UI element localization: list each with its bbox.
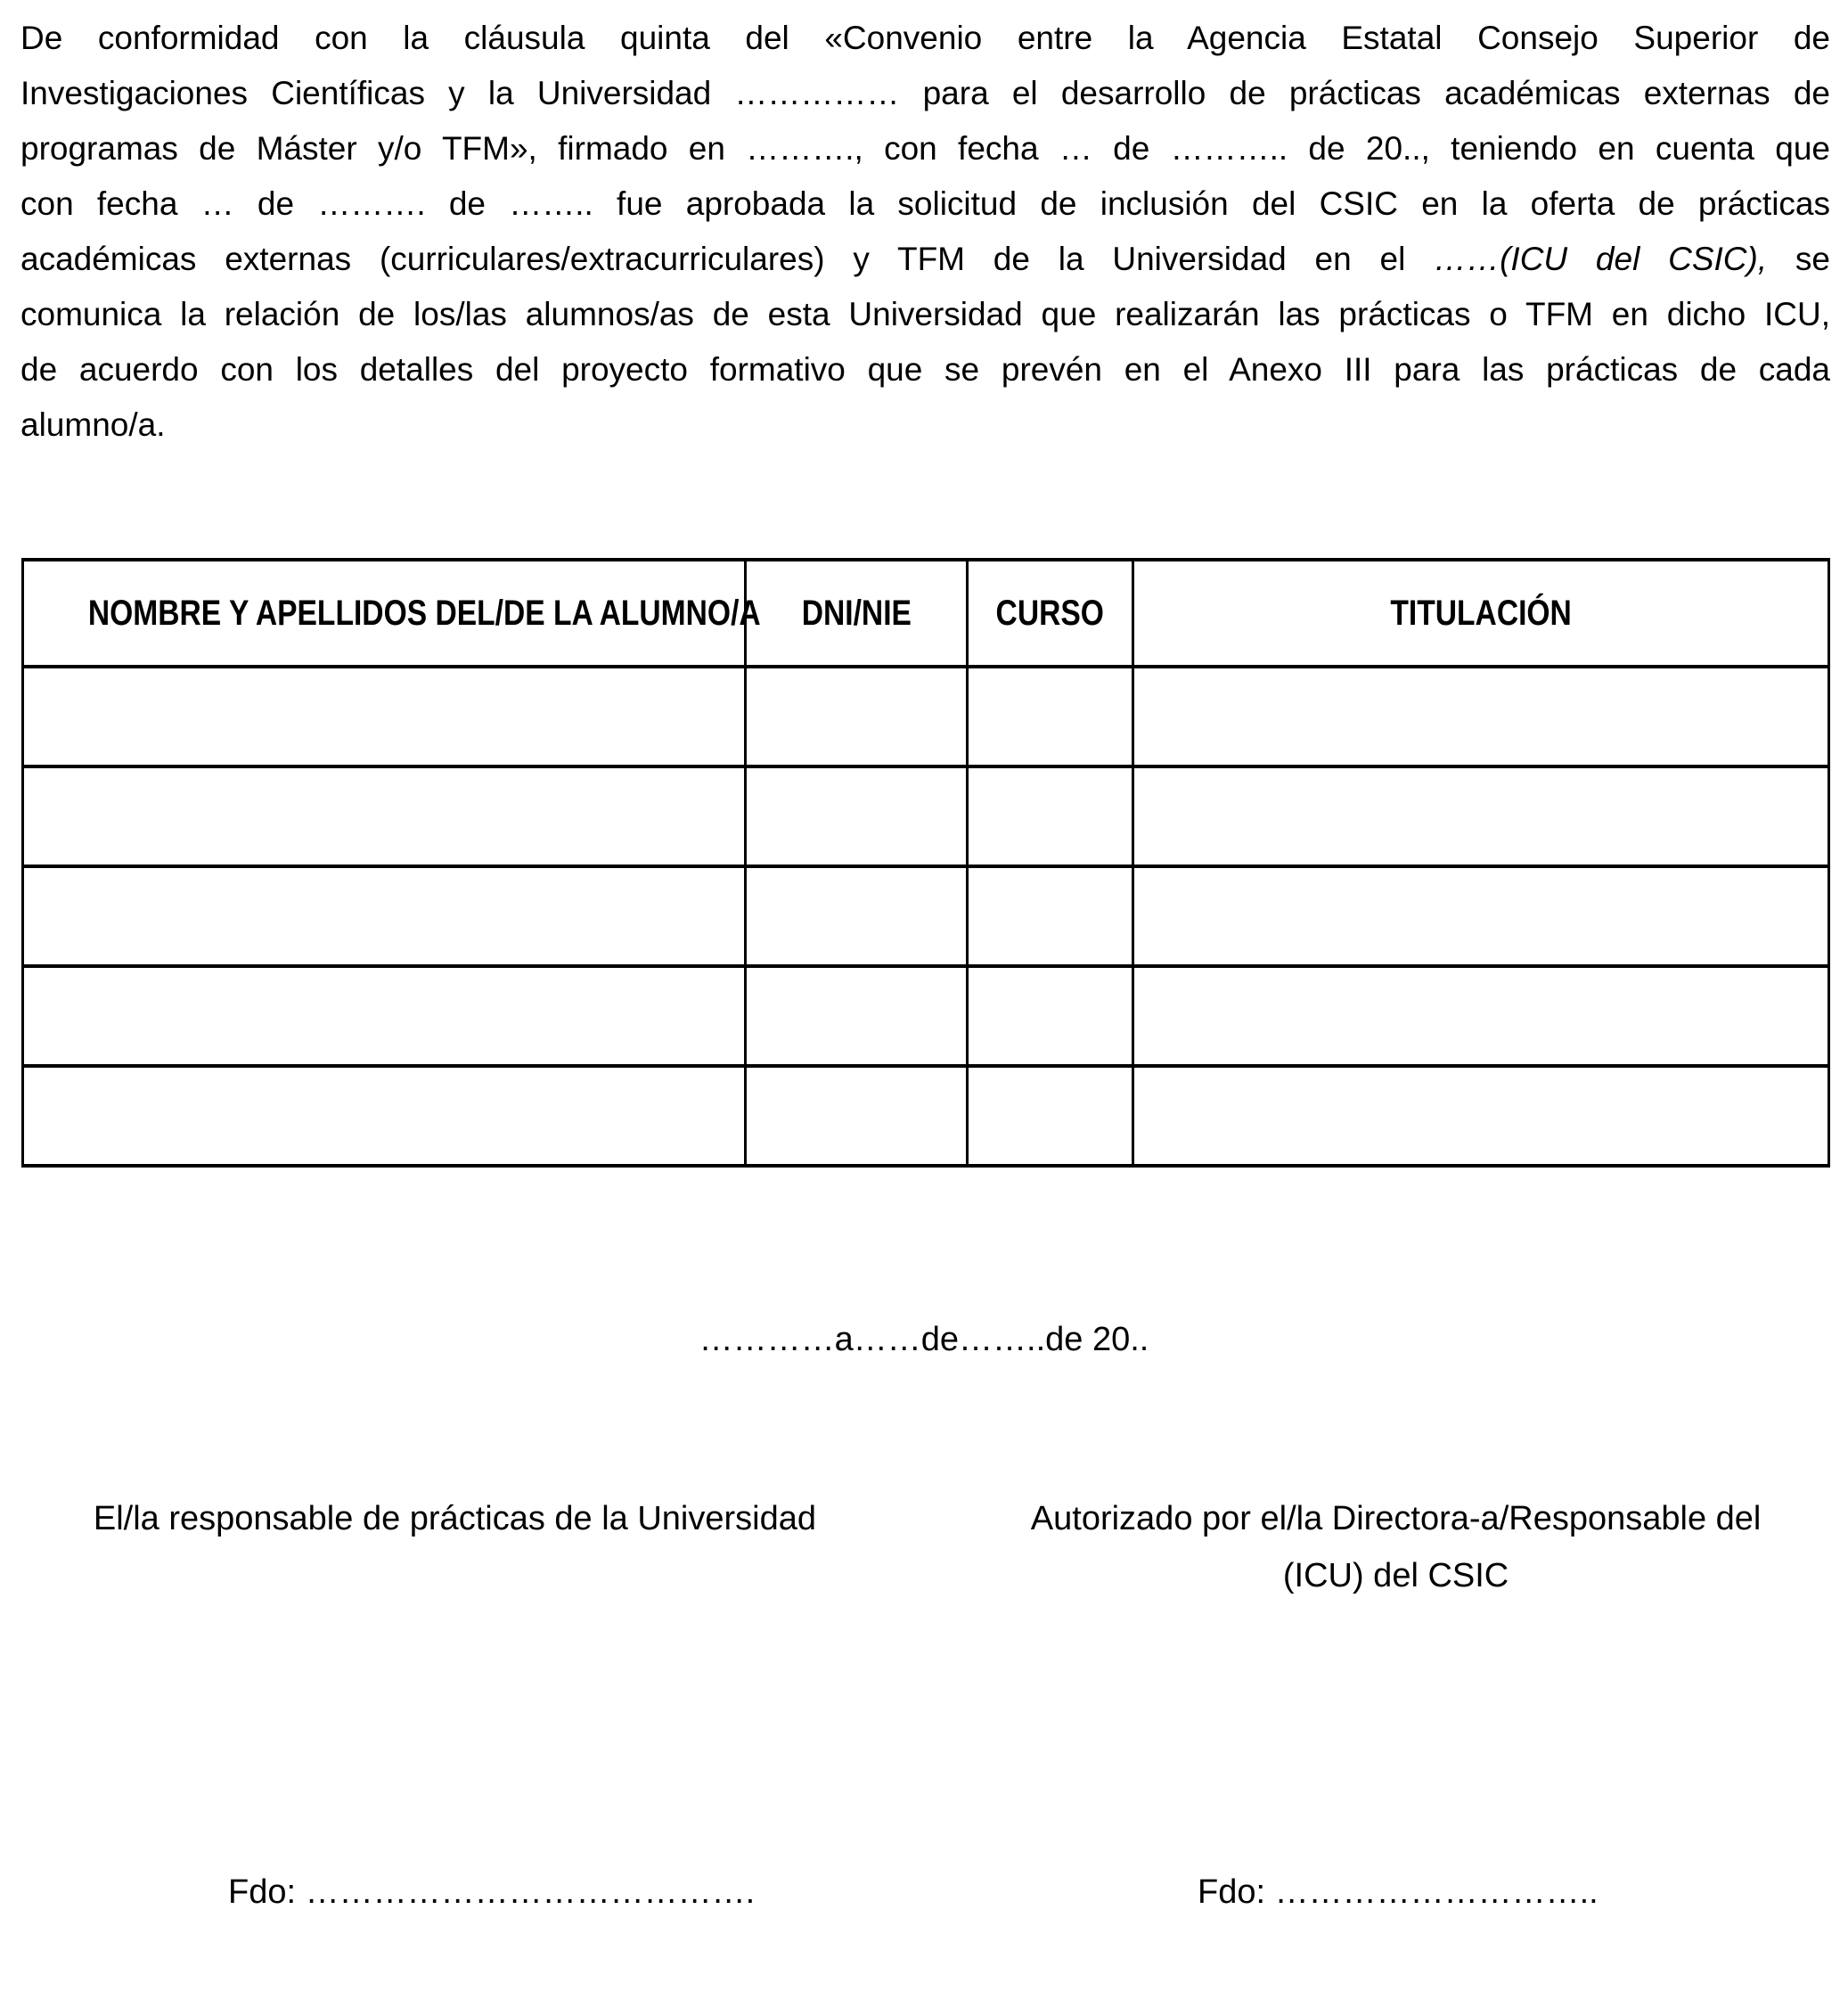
table-cell-nombre[interactable] [23, 1066, 746, 1166]
paragraph-line-segment: académicas externas (curriculares/extracurriculares) y TFM de la Universidad en el [20, 241, 1435, 277]
header-curso [967, 560, 1133, 667]
table-cell-titulacion[interactable] [1133, 766, 1829, 866]
table-cell-curso[interactable] [967, 766, 1133, 866]
table-cell-nombre[interactable] [23, 866, 746, 966]
table-cell-nombre[interactable] [23, 966, 746, 1066]
paragraph-line: de acuerdo con los detalles del proyecto formativo que se prevén en el Anexo III para las prácticas de cada [20, 351, 1830, 388]
header-nombre-apellidos [23, 560, 761, 667]
table-header-row [23, 560, 1829, 667]
table-cell-dni[interactable] [746, 1066, 968, 1166]
icu-italic-segment: ……(ICU del CSIC), [1434, 241, 1768, 277]
signature-right-title [961, 1490, 1830, 1604]
table-cell-titulacion[interactable] [1133, 1066, 1829, 1166]
table-cell-nombre[interactable] [23, 766, 746, 866]
date-line: …………a……de……..de 20.. [699, 1321, 1149, 1358]
table-cell-curso[interactable] [967, 1066, 1133, 1166]
table-cell-titulacion[interactable] [1133, 966, 1829, 1066]
table-cell-curso[interactable] [967, 866, 1133, 966]
paragraph-line-segment: se [1767, 241, 1831, 277]
signature-left-title: El/la responsable de prácticas de la Universidad [93, 1500, 816, 1537]
paragraph-line: alumno/a. [20, 406, 166, 443]
table-cell-curso[interactable] [967, 667, 1133, 766]
table-row [23, 866, 1829, 966]
header-titulacion-label: TITULACIÓN [1390, 593, 1572, 633]
paragraph-line [20, 232, 1830, 287]
table-cell-titulacion[interactable] [1133, 667, 1829, 766]
header-dni-nie-label: DNI/NIE [801, 593, 912, 633]
paragraph-line: De conformidad con la cláusula quinta del «Convenio entre la Agencia Estatal Consejo Superior de [20, 20, 1830, 56]
table-cell-dni[interactable] [746, 766, 968, 866]
table-row [23, 766, 1829, 866]
header-nombre-apellidos-label: NOMBRE Y APELLIDOS DEL/DE LA ALUMNO/A [87, 593, 761, 633]
table-row [23, 667, 1829, 766]
table-row [23, 1066, 1829, 1166]
table-row [23, 966, 1829, 1066]
signature-right-title-line2: (ICU) del CSIC [1282, 1557, 1509, 1594]
header-dni-nie [746, 560, 968, 667]
paragraph-line: con fecha … de ………. de …….. fue aprobada la solicitud de inclusión del CSIC en la oferta de prácticas [20, 185, 1830, 222]
students-table [21, 558, 1830, 1168]
signature-right-title-line1: Autorizado por el/la Directora-a/Responsable del [1030, 1500, 1762, 1537]
table-cell-dni[interactable] [746, 866, 968, 966]
table-cell-titulacion[interactable] [1133, 866, 1829, 966]
signature-left-fdo: Fdo: …………………………………. [228, 1873, 756, 1911]
paragraph-line: comunica la relación de los/las alumnos/as de esta Universidad que realizarán las prácticas o TFM en dicho ICU, [20, 296, 1830, 332]
table-cell-dni[interactable] [746, 966, 968, 1066]
table-cell-curso[interactable] [967, 966, 1133, 1066]
paragraph-line: programas de Máster y/o TFM», firmado en ………., con fecha … de ……….. de 20.., teniendo en cuenta que [20, 130, 1830, 167]
signature-right-fdo: Fdo: ……………………….. [1198, 1873, 1599, 1911]
header-curso-label: CURSO [995, 593, 1105, 633]
header-titulacion [1133, 560, 1829, 667]
paragraph-line: Investigaciones Científicas y la Universidad …………… para el desarrollo de prácticas académicas externas de [20, 75, 1830, 111]
signature-row [20, 1490, 1830, 1604]
table-cell-nombre[interactable] [23, 667, 746, 766]
table-cell-dni[interactable] [746, 667, 968, 766]
intro-paragraph [20, 11, 1830, 453]
